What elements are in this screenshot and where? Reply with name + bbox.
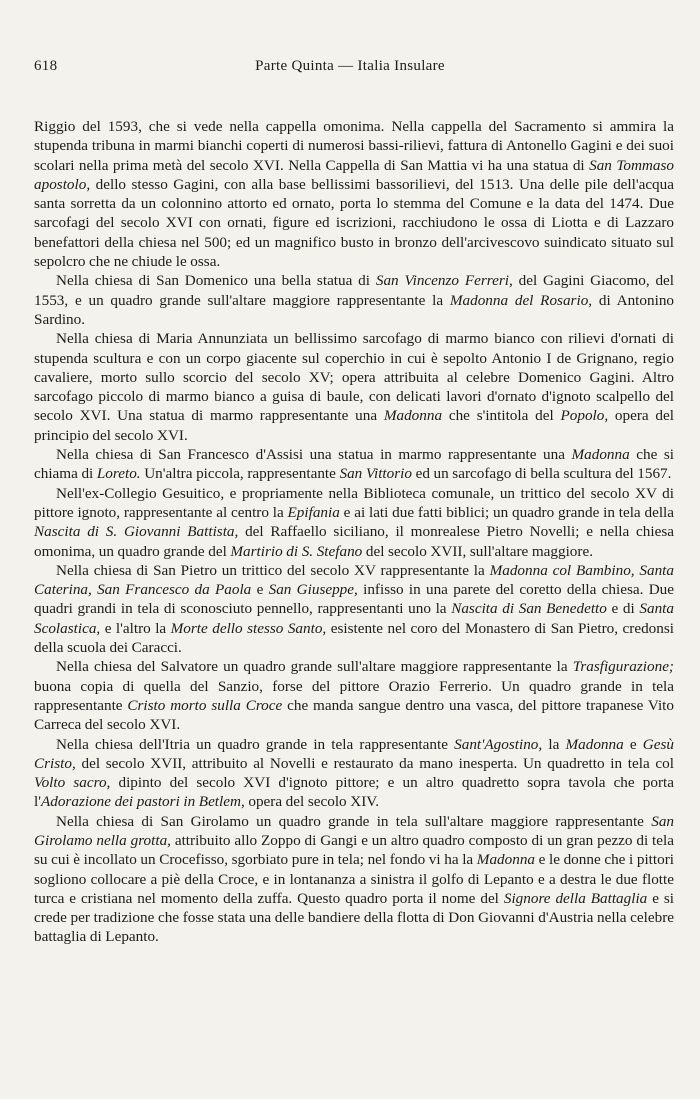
italic-title: San Girolamo nella grotta,: [34, 812, 674, 849]
italic-title: Adorazione dei pastori in Betlem,: [40, 793, 245, 811]
italic-title: Madonna del Rosario,: [449, 291, 593, 309]
italic-title: Gesù Cristo,: [34, 735, 674, 772]
paragraph: [34, 117, 674, 271]
text-run: di Antonino Sardino.: [34, 291, 675, 328]
text-run: infisso in una parete del coretto della chiesa. Due quadri grandi in tela di sconosciuto pennello, rappresentanti uno la: [34, 581, 674, 618]
text-run: e: [623, 735, 643, 753]
italic-title: Morte dello stesso Santo,: [170, 619, 327, 637]
paragraph: [34, 329, 674, 445]
italic-title: Santa Scolastica,: [34, 600, 674, 637]
body-text: [34, 117, 674, 947]
text-run: Nella chiesa di San Francesco d'Assisi una statua in marmo rappresentante una: [56, 446, 572, 464]
running-title: Parte Quinta — Italia Insulare: [255, 58, 445, 74]
text-run: del secolo XVII, attribuito al Novelli e restaurato da mano inesperta. Un quadretto in tela col: [75, 754, 674, 772]
text-run: la: [542, 735, 566, 753]
text-run: e di: [606, 600, 640, 618]
paragraph: [34, 484, 674, 561]
text-run: ed un sarcofago di bella scultura del 1567.: [411, 465, 672, 483]
page-number: 618: [34, 58, 58, 74]
paragraph: [34, 657, 674, 734]
italic-title: Popolo,: [560, 407, 609, 425]
paragraph: [34, 561, 674, 657]
text-run: Nella chiesa del Salvatore un quadro grande sull'altare maggiore rappresentante la: [56, 658, 573, 676]
paragraph: [34, 812, 674, 947]
italic-title: San Tommaso apostolo,: [34, 156, 674, 193]
text-run: del Raffaello siciliano, il monrealese Pietro Novelli; e nella chiesa omonima, un quadro grande del: [34, 523, 674, 560]
text-run: del Gagini Giacomo, del 1553, e un quadro grande sull'altare maggiore rappresentante la: [34, 272, 675, 309]
text-run: e: [251, 581, 269, 599]
paragraph: [34, 271, 674, 329]
text-run: che si chiama di: [34, 446, 674, 483]
italic-title: Madonna col Bambino, Santa Caterina, San Francesco da Paola: [34, 561, 674, 599]
italic-title: Cristo morto sulla Croce: [127, 696, 283, 714]
italic-title: Madonna: [571, 446, 630, 464]
text-run: Nell'ex-Collegio Gesuitico, e propriamente nella Biblioteca comunale, un trittico del secolo XV di pittore ignoto, rappresentante al centro la: [34, 484, 674, 521]
text-run: del secolo XVII, sull'altare maggiore.: [362, 542, 594, 560]
text-run: e ai lati due fatti biblici; un quadro grande in tela della: [339, 503, 675, 521]
text-run: che manda sangue dentro una vasca, del pittore trapanese Vito Carreca del secolo XVI.: [34, 696, 674, 734]
italic-title: Sant'Agostino,: [454, 735, 543, 753]
text-run: che s'intitola del: [442, 407, 561, 425]
italic-title: San Giuseppe,: [268, 581, 358, 599]
text-run: e l'altro la: [100, 619, 171, 637]
italic-title: Madonna: [565, 735, 624, 753]
text-run: e si crede per tradizione che fosse stata una delle bandiere della flotta di Don Giovanni d'Austria nella celebre battaglia di Lepanto.: [34, 889, 674, 946]
text-run: Nella chiesa di San Girolamo un quadro grande in tela sull'altare maggiore rappresentante: [56, 812, 652, 830]
italic-title: Nascita di San Benedetto: [451, 600, 607, 618]
paragraph: [34, 445, 674, 484]
text-run: dipinto del secolo XVI d'ignoto pittore; e un altro quadretto sopra tavola che porta l': [34, 774, 674, 811]
page-header: [34, 52, 666, 82]
italic-title: Volto sacro,: [34, 774, 111, 792]
text-run: Un'altra piccola, rappresentante: [140, 465, 340, 483]
italic-title: San Vittorio: [339, 465, 412, 483]
paragraph: [34, 735, 674, 812]
text-run: Nella chiesa di Maria Annunziata un bellissimo sarcofago di marmo bianco con rilievi d'ornati di stupenda scultura e con un corpo giacente sul coperchio in cui è sepolto Antonio I de Grignano, regio cavaliere, morto sullo scorcio del secolo XV; opera attribuita al celebre Domenico Gagini. Altro sarcofago piccolo di marmo bianco a guisa di baule, con delicati lavori d'ornato d'ignoto scalpello del secolo XVI. Una statua di marmo rappresentante una: [34, 330, 674, 425]
text-run: attribuito allo Zoppo di Gangi e un altro quadro composto di un gran pezzo di tela su cui è incollato un Crocefisso, sgorbiato pure in tela; nel fondo vi ha la: [34, 831, 674, 869]
italic-title: Epifania: [287, 503, 340, 521]
italic-title: Trasfigurazione;: [572, 658, 674, 676]
italic-title: San Vincenzo Ferreri,: [375, 272, 513, 290]
text-run: opera del secolo XIV.: [244, 793, 380, 811]
text-run: Nella chiesa dell'Itria un quadro grande in tela rappresentante: [56, 735, 455, 753]
text-run: esistente nel coro del Monastero di San Pietro, credonsi della scuola dei Caracci.: [34, 619, 674, 657]
italic-title: Signore della Battaglia: [503, 889, 648, 907]
text-run: opera del principio del secolo XVI.: [34, 407, 674, 444]
text-run: dello stesso Gagini, con alla base bellissimi bassorilievi, del 1513. Una delle pile dell'acqua santa sorretta da un colonnino attorto ed ornato, porta lo stemma del Comune e la data del 1474. Due sarcofagi del secolo XVI con ornati, figure ed iscrizioni, racchiudono le ossa di Liotta e di Lazzaro benefattori della chiesa nel 500; ed un magnifico busto in bronzo dell'arcivescovo suindicato situato sul sepolcro che ne chiude le ossa.: [34, 175, 674, 271]
text-run: Riggio del 1593, che si vede nella cappella omonima. Nella cappella del Sacramento si ammira la stupenda tribuna in marmi bianchi coperti di numerosi bassi-rilievi, fattura di Antonello Gagini e dei suoi scolari nella prima metà del secolo XVI. Nella Cappella di San Mattia vi ha una statua di: [34, 118, 674, 174]
italic-title: Martirio di S. Stefano: [230, 542, 363, 560]
italic-title: Nascita di S. Giovanni Battista,: [34, 523, 239, 541]
text-run: buona copia di quella del Sanzio, forse del pittore Orazio Ferrerio. Un quadro grande in tela rappresentante: [34, 677, 674, 714]
text-run: Nella chiesa di San Domenico una bella statua di: [56, 272, 376, 290]
text-run: Nella chiesa di San Pietro un trittico del secolo XV rappresentante la: [56, 561, 490, 579]
italic-title: Madonna: [383, 407, 443, 425]
italic-title: Madonna: [476, 851, 536, 869]
text-run: e le donne che i pittori sogliono collocare a piè della Croce, e in lontananza a sinistra il golfo di Lepanto e a destra le due flotte turca e cristiana nel momento della zuffa. Questo quadro porta il nome del: [34, 851, 674, 907]
italic-title: Loreto.: [96, 465, 141, 483]
